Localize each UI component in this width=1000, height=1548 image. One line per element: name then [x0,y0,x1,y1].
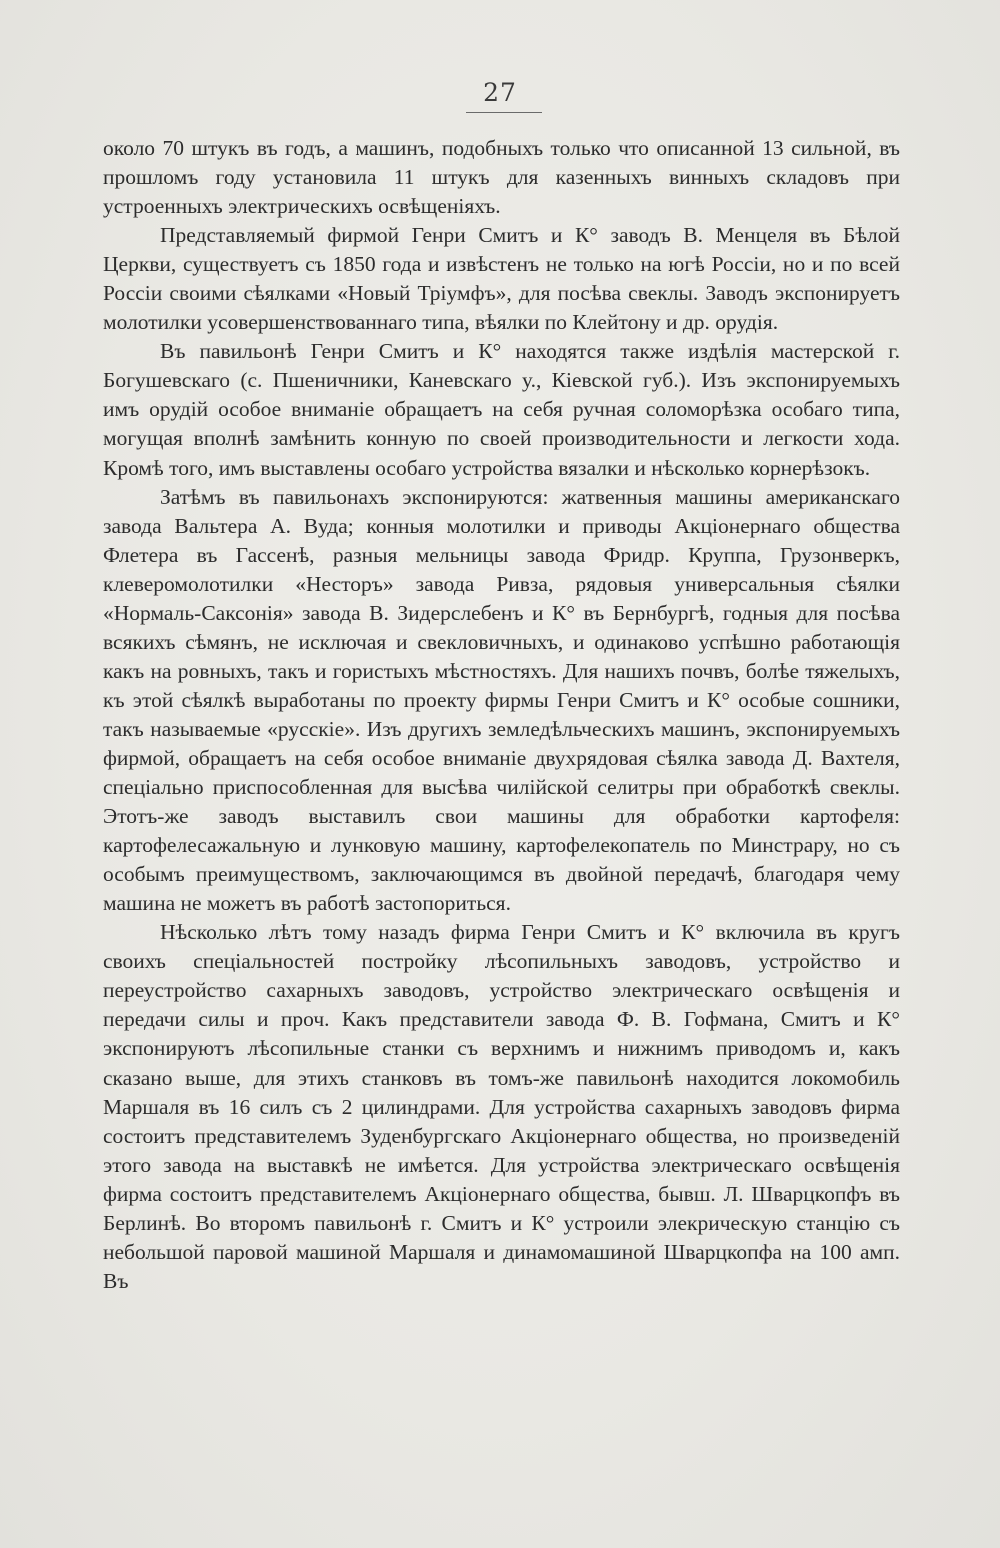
paragraph-bogushevsky-workshop: Въ павильонѣ Генри Смитъ и К° находятся также издѣлія мастерской г. Богушевскаго (с. Пшеничники, Каневскаго у., Кіевской губ.). Изъ экспонируемыхъ имъ орудій особое вниманіе обращаетъ на себя ручная соломорѣзка особаго типа, могущая вполнѣ замѣнить конную по своей производительности и легкости хода. Кромѣ того, имъ выставлены особаго устройства вязалки и нѣсколько корнерѣзокъ. [103,339,900,480]
paragraph-mentzel-factory: Представляемый фирмой Генри Смитъ и К° заводъ В. Менцеля въ Бѣлой Церкви, существуетъ съ 1850 года и извѣстенъ не только на югѣ Россіи, но и по всей Россіи своими сѣялками «Новый Тріумфъ», для посѣва свеклы. Заводъ экспонируетъ молотилки усовершенствованнаго типа, вѣялки по Клейтону и др. орудія. [103,223,900,335]
page-number-rule [466,112,542,113]
paragraph-continuation: около 70 штукъ въ годъ, а машинъ, подобныхъ только что описанной 13 сильной, въ прошломъ году установила 11 штукъ для казенныхъ винныхъ складовъ при устроенныхъ электрическихъ освѣщеніяхъ. [103,136,900,219]
paragraph-sawmills-sugar-electric: Нѣсколько лѣтъ тому назадъ фирма Генри Смитъ и К° включила въ кругъ своихъ спеціальностей постройку лѣсопильныхъ заводовъ, устройство и переустройство сахарныхъ заводовъ, устройство электрическаго освѣщенія и передачи силы и проч. Какъ представители завода Ф. В. Гофмана, Смитъ и К° экспонируютъ лѣсопильные станки съ верхнимъ и нижнимъ приводомъ и, какъ сказано выше, для этихъ станковъ въ томъ-же павильонѣ находится локомобиль Маршаля въ 16 силъ съ 2 цилиндрами. Для устройства сахарныхъ заводовъ фирма состоитъ представителемъ Зуденбургскаго Акціонернаго общества, но произведеній этого завода на выставкѣ не имѣется. Для устройства электрическаго освѣщенія фирма состоитъ представителемъ Акціонернаго общества, бывш. Л. Шварцкопфъ въ Берлинѣ. Во второмъ павильонѣ г. Смитъ и К° устроили элекрическую станцію съ небольшой паровой машиной Маршаля и динамомашиной Шварцкопфа на 100 амп. Въ [103,920,900,1293]
page-number: 27 [483,78,517,107]
paragraph-pavilion-exhibits: Затѣмъ въ павильонахъ экспонируются: жатвенныя машины американскаго завода Вальтера А. Вуда; конныя молотилки и приводы Акціонернаго общества Флетера въ Гассенѣ, разныя мельницы завода Фридр. Круппа, Грузонверкъ, клеверомолотилки «Несторъ» завода Ривза, рядовыя универсальныя сѣялки «Нормаль-Саксонія» завода В. Зидерслебенъ и К° въ Бернбургѣ, годныя для посѣва всякихъ сѣмянъ, не исключая и свекловичныхъ, и одинаково успѣшно работающія какъ на ровныхъ, такъ и гористыхъ мѣстностяхъ. Для нашихъ почвъ, болѣе тяжелыхъ, къ этой сѣялкѣ выработаны по проекту фирмы Генри Смитъ и К° особые сошники, такъ называемые «русскіе». Изъ другихъ земледѣльческихъ машинъ, экспонируемыхъ фирмой, обращаетъ на себя особое вниманіе двухрядовая сѣялка завода Д. Вахтеля, спеціально приспособленная для высѣва чилійской селитры при обработкѣ свеклы. Этотъ-же заводъ выставилъ свои машины для обработки картофеля: картофелесажальную и лунковую машину, картофелекопатель по Минстрару, но съ особымъ преимуществомъ, заключающимся въ двойной передачѣ, благодаря чему машина не можетъ въ работѣ застопориться. [103,484,900,916]
body-text [103,134,900,1296]
